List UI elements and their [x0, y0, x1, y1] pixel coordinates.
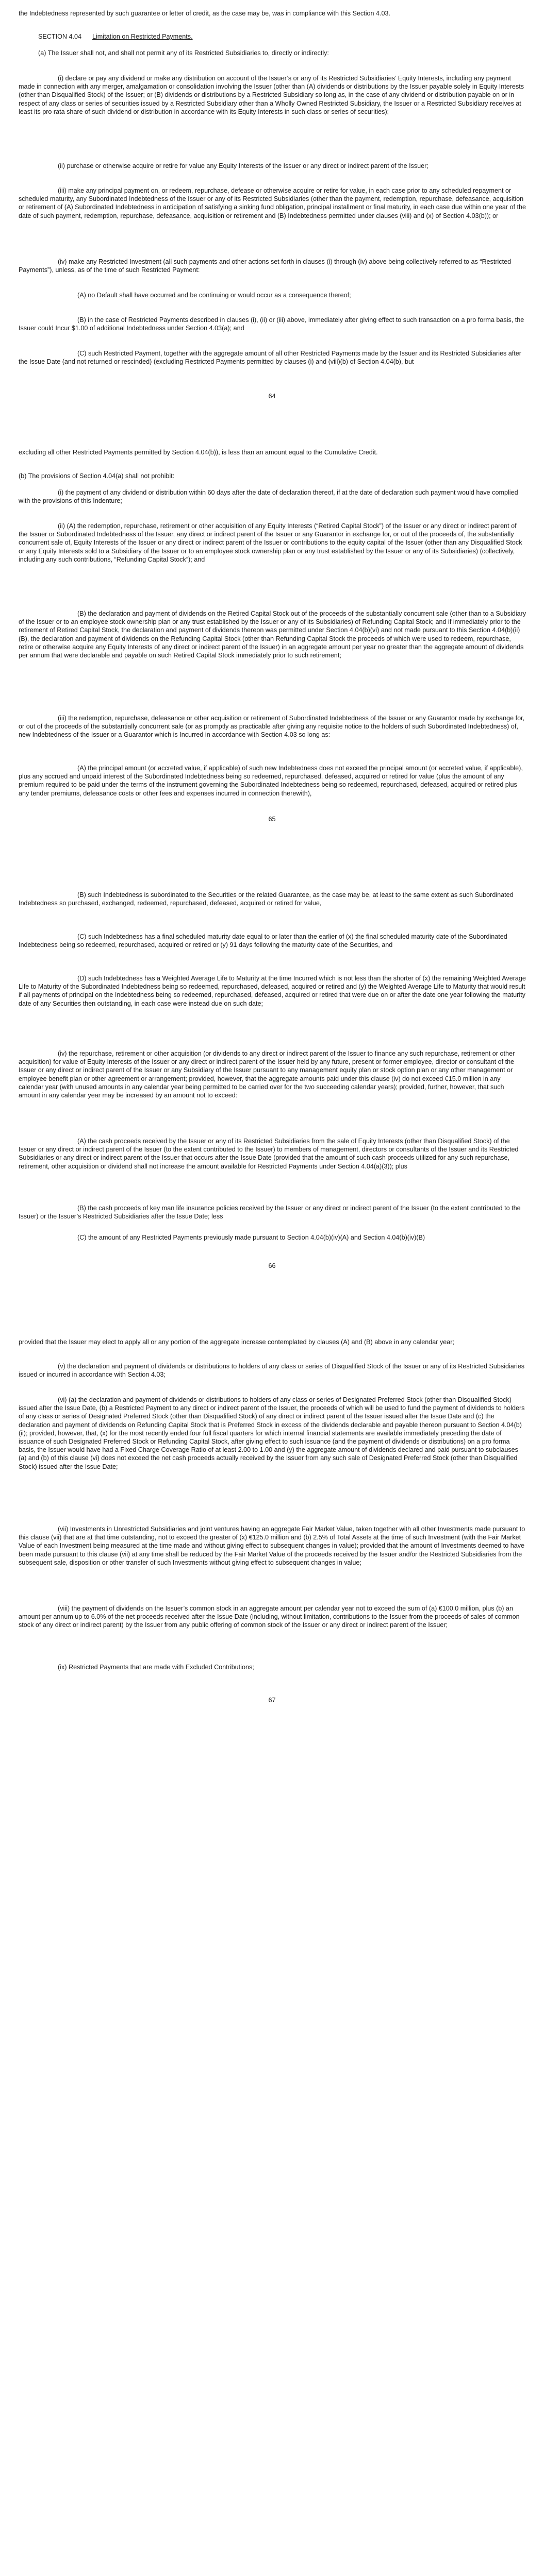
paragraph: (ii) (A) the redemption, repurchase, retirement or other acquisition of any Equity Interests (“Retired Capital Stock”) of the Issuer or any direct or indirect parent of the Issuer or Subordinated Indebtedness of the Issuer, any direct or indirect parent of the Issuer or any Guarantor in exchange for, or out of the proceeds of, the substantially concurrent sale of, Equity Interests of the Issuer or any direct or indirect parent of the Issuer or contributions to the equity capital of the Issuer (other than any Disqualified Stock or any Equity Interests sold to a Subsidiary of the Issuer or to an employee stock ownership plan or any trust established by the Issuer or any of its Subsidiaries) (collectively, including any such contributions, “Refunding Capital Stock”); and	[19, 522, 522, 563]
paragraph: (A) the principal amount (or accreted value, if applicable) of such new Indebtedness does not exceed the principal amount (or accreted value, if applicable), plus any accrued and unpaid interest of the Subordinated Indebtedness being so redeemed, repurchased, defeased, acquired or retired for value (plus the amount of any premium required to be paid under the terms of the instrument governing the Subordinated Indebtedness being so redeemed, repurchased, defeased, acquired or retired plus any tender premiums, defeasance costs or other fees and expenses incurred in connection therewith),	[19, 765, 523, 797]
paragraph: (iii) the redemption, repurchase, defeasance or other acquisition or retirement of Subordinated Indebtedness of the Issuer or any Guarantor made by exchange for, or out of the proceeds of the substantially concurrent sale (or as promptly as practicable after giving any requisite notice to the holders of such Subordinated Indebtedness) of, new Indebtedness of the Issuer or a Guarantor which is Incurred in accordance with Section 4.03 so long as:	[19, 715, 525, 739]
paragraph: (b) The provisions of Section 4.04(a) shall not prohibit:	[19, 472, 175, 480]
paragraph: (iii) make any principal payment on, or redeem, repurchase, defease or otherwise acquire or retire for value, in each case prior to any scheduled repayment or scheduled maturity, any Subordinated Indebtedness of the Issuer or any of its Restricted Subsidiaries (other than the payment, redemption, repurchase, defeasance, acquisition or retirement of (A) Subordinated Indebtedness in anticipation of satisfying a sinking fund obligation, principal installment or final maturity, in each case due within one year of the date of such payment, redemption, repurchase, defeasance, acquisition or retirement and (B) Indebtedness permitted under clauses (viii) and (x) of Section 4.03(b)); or	[19, 187, 526, 219]
paragraph: (B) the declaration and payment of dividends on the Retired Capital Stock out of the proceeds of the substantially concurrent sale (other than to a Subsidiary of the Issuer or to an employee stock ownership plan or any trust established by the Issuer or any of its Subsidiaries) of Refunding Capital Stock; and if immediately prior to the retirement of Retired Capital Stock, the declaration and payment of dividends thereon was permitted under Section 4.04(b)(vi) and not made pursuant to this Section 4.04(b)(ii)(B), the declaration and payment of dividends on the Refunding Capital Stock (other than Refunding Capital Stock the proceeds of which were used to redeem, repurchase, retire or otherwise acquire any Equity Interests of any direct or indirect parent of the Issuer) in an aggregate amount per year no greater than the aggregate amount of dividends per annum that were declarable and payable on such Retired Capital Stock immediately prior to such retirement;	[19, 610, 526, 659]
paragraph: (C) such Restricted Payment, together with the aggregate amount of all other Restricted Payments made by the Issuer and its Restricted Subsidiaries after the Issue Date (and not returned or rescinded) (excluding Restricted Payments permitted by clauses (i) and (viii)(b) of Section 4.04(b), but	[19, 350, 521, 366]
paragraph: provided that the Issuer may elect to apply all or any portion of the aggregate increase contemplated by clauses (A) and (B) above in any calendar year;	[19, 1338, 454, 1346]
paragraph: (D) such Indebtedness has a Weighted Average Life to Maturity at the time Incurred which is not less than the shorter of (x) the remaining Weighted Average Life to Maturity of the Subordinated Indebtedness being so redeemed, repurchased, defeased, acquired or retired and (y) the Weighted Average Life to Maturity that would result if all payments of principal on the Indebtedness being so redeemed, repurchased, defeased, acquired or retired that were due on or after the date one year following the maturity date of any Securities then outstanding, in each case were instead due on such date;	[19, 975, 526, 1007]
paragraph: (A) the cash proceeds received by the Issuer or any of its Restricted Subsidiaries from the sale of Equity Interests (other than Disqualified Stock) of the Issuer or any direct or indirect parent of the Issuer (to the extent contributed to the Issuer) to members of management, directors or consultants of the Issuer and its Restricted Subsidiaries or any direct or indirect parent of the Issuer that occurs after the Issue Date (provided that the amount of such cash proceeds utilized for any such repurchase, retirement, other acquisition or dividend shall not increase the amount available for Restricted Payments under Section 4.04(a)(3)); plus	[19, 1138, 519, 1170]
page-number: 65	[268, 816, 276, 823]
paragraph: (ix) Restricted Payments that are made with Excluded Contributions;	[58, 1664, 254, 1671]
page-number: 64	[268, 393, 276, 400]
paragraph: (a) The Issuer shall not, and shall not permit any of its Restricted Subsidiaries to, directly or indirectly:	[38, 49, 329, 57]
section-heading	[19, 32, 526, 41]
page-number: 66	[268, 1262, 276, 1269]
paragraph: (iv) make any Restricted Investment (all such payments and other actions set forth in clauses (i) through (iv) above being collectively referred to as “Restricted Payments”), unless, as of the time of such Restricted Payment:	[19, 258, 512, 274]
paragraph: (C) such Indebtedness has a final scheduled maturity date equal to or later than the earlier of (x) the final scheduled maturity date of the Subordinated Indebtedness being so redeemed, repurchased, acquired or retired or (y) 91 days following the maturity date of the Securities, and	[19, 933, 507, 949]
paragraph: (i) the payment of any dividend or distribution within 60 days after the date of declaration thereof, if at the date of declaration such payment would have complied with the provisions of this Indenture;	[19, 489, 518, 505]
paragraph: the Indebtedness represented by such guarantee or letter of credit, as the case may be, was in compliance with this Section 4.03.	[19, 10, 391, 17]
section-title: Limitation on Restricted Payments.	[92, 33, 193, 40]
paragraph: (v) the declaration and payment of dividends or distributions to holders of any class or series of Disqualified Stock of the Issuer or any of its Restricted Subsidiaries issued or incurred in accordance with Section 4.03;	[19, 1363, 525, 1379]
page-number: 67	[268, 1697, 276, 1704]
paragraph: (B) such Indebtedness is subordinated to the Securities or the related Guarantee, as the case may be, at least to the same extent as such Subordinated Indebtedness so purchased, exchanged, redeemed, repurchased, defeased, acquired or retired for value,	[19, 891, 514, 907]
paragraph: (C) the amount of any Restricted Payments previously made pursuant to Section 4.04(b)(iv)(A) and Section 4.04(b)(iv)(B)	[77, 1234, 425, 1241]
paragraph: (B) in the case of Restricted Payments described in clauses (i), (ii) or (iii) above, immediately after giving effect to such transaction on a pro forma basis, the Issuer could Incur $1.00 of additional Indebtedness under Section 4.03(a); and	[19, 316, 524, 332]
paragraph: (ii) purchase or otherwise acquire or retire for value any Equity Interests of the Issuer or any direct or indirect parent of the Issuer;	[58, 162, 428, 170]
paragraph: (vi) (a) the declaration and payment of dividends or distributions to holders of any class or series of Designated Preferred Stock (other than Disqualified Stock) issued after the Issue Date, (b) a Restricted Payment to any direct or indirect parent of the Issuer, the proceeds of which will be used to fund the payment of dividends to holders of any class or series of Designated Preferred Stock (other than Disqualified Stock) of any direct or indirect parent of the Issuer issued after the Issue Date and (c) the declaration and payment of dividends on Refunding Capital Stock that is Preferred Stock in excess of the dividends declarable and payable thereon pursuant to Section 4.04(b)(ii); provided, however, that, (x) for the most recently ended four full fiscal quarters for which internal financial statements are available immediately preceding the date of issuance of such Designated Preferred Stock or Refunding Capital Stock, after giving effect to such issuance (and the payment of dividends or distributions) on a pro forma basis, the Issuer would have had a Fixed Charge Coverage Ratio of at least 2.00 to 1.00 and (y) the aggregate amount of dividends declared and paid pursuant to subclauses (a) and (b) of this clause (vi) does not exceed the net cash proceeds actually received by the Issuer from any such sale of Designated Preferred Stock (other than Disqualified Stock) issued after the Issue Date;	[19, 1396, 525, 1470]
paragraph: (i) declare or pay any dividend or make any distribution on account of the Issuer’s or any of its Restricted Subsidiaries’ Equity Interests, including any payment made in connection with any merger, amalgamation or consolidation involving the Issuer (other than (A) dividends or distributions by the Issuer payable solely in Equity Interests (other than Disqualified Stock) of the Issuer; or (B) dividends or distributions by a Restricted Subsidiary so long as, in the case of any dividend or distribution payable on or in respect of any class or series of securities issued by a Restricted Subsidiary other than a Wholly Owned Restricted Subsidiary, the Issuer or a Restricted Subsidiary receives at least its pro rata share of such dividend or distribution in accordance with its Equity Interests in such class or series of securities);	[19, 75, 524, 115]
paragraph: (vii) Investments in Unrestricted Subsidiaries and joint ventures having an aggregate Fair Market Value, taken together with all other Investments made pursuant to this clause (vii) that are at that time outstanding, not to exceed the greater of (x) €125.0 million and (b) 2.5% of Total Assets at the time of such Investment (with the Fair Market Value of each Investment being measured at the time made and without giving effect to subsequent changes in value); provided that the amount of Investments deemed to have been made pursuant to this clause (vii) at any time shall be reduced by the Fair Market Value of the proceeds received by the Issuer and/or the Restricted Subsidiaries from the subsequent sale, disposition or other transfer of such Investments without giving effect to subsequent changes in value;	[19, 1526, 525, 1566]
section-number: SECTION 4.04	[38, 33, 81, 40]
paragraph: (B) the cash proceeds of key man life insurance policies received by the Issuer or any direct or indirect parent of the Issuer (to the extent contributed to the Issuer) or the Issuer’s Restricted Subsidiaries after the Issue Date; less	[19, 1205, 521, 1221]
paragraph: excluding all other Restricted Payments permitted by Section 4.04(b)), is less than an amount equal to the Cumulative Credit.	[19, 449, 378, 456]
paragraph: (A) no Default shall have occurred and be continuing or would occur as a consequence thereof;	[77, 292, 351, 299]
paragraph: (iv) the repurchase, retirement or other acquisition (or dividends to any direct or indirect parent of the Issuer to finance any such repurchase, retirement or other acquisition) for value of Equity Interests of the Issuer or any direct or indirect parent of the Issuer held by any future, present or former employee, director or consultant of the Issuer or any direct or indirect parent of the Issuer or any Subsidiary of the Issuer pursuant to any management equity plan or stock option plan or any other management or employee benefit plan or other agreement or arrangement; provided, however, that the aggregate amounts paid under this clause (iv) do not exceed €15.0 million in any calendar year (with unused amounts in any calendar year being permitted to be carried over for the two succeeding calendar years); provided, further, however, that such amount in any calendar year may be increased by an amount not to exceed:	[19, 1050, 515, 1099]
paragraph: (viii) the payment of dividends on the Issuer’s common stock in an aggregate amount per calendar year not to exceed the sum of (a) €100.0 million, plus (b) an amount per annum up to 6.0% of the net proceeds received after the Issue Date (including, without limitation, contributions to the Issuer from the proceeds of sales of common stock of any direct or indirect parent) by the Issuer from any public offering of common stock of the Issuer or any direct or indirect parent of the Issuer;	[19, 1605, 520, 1629]
